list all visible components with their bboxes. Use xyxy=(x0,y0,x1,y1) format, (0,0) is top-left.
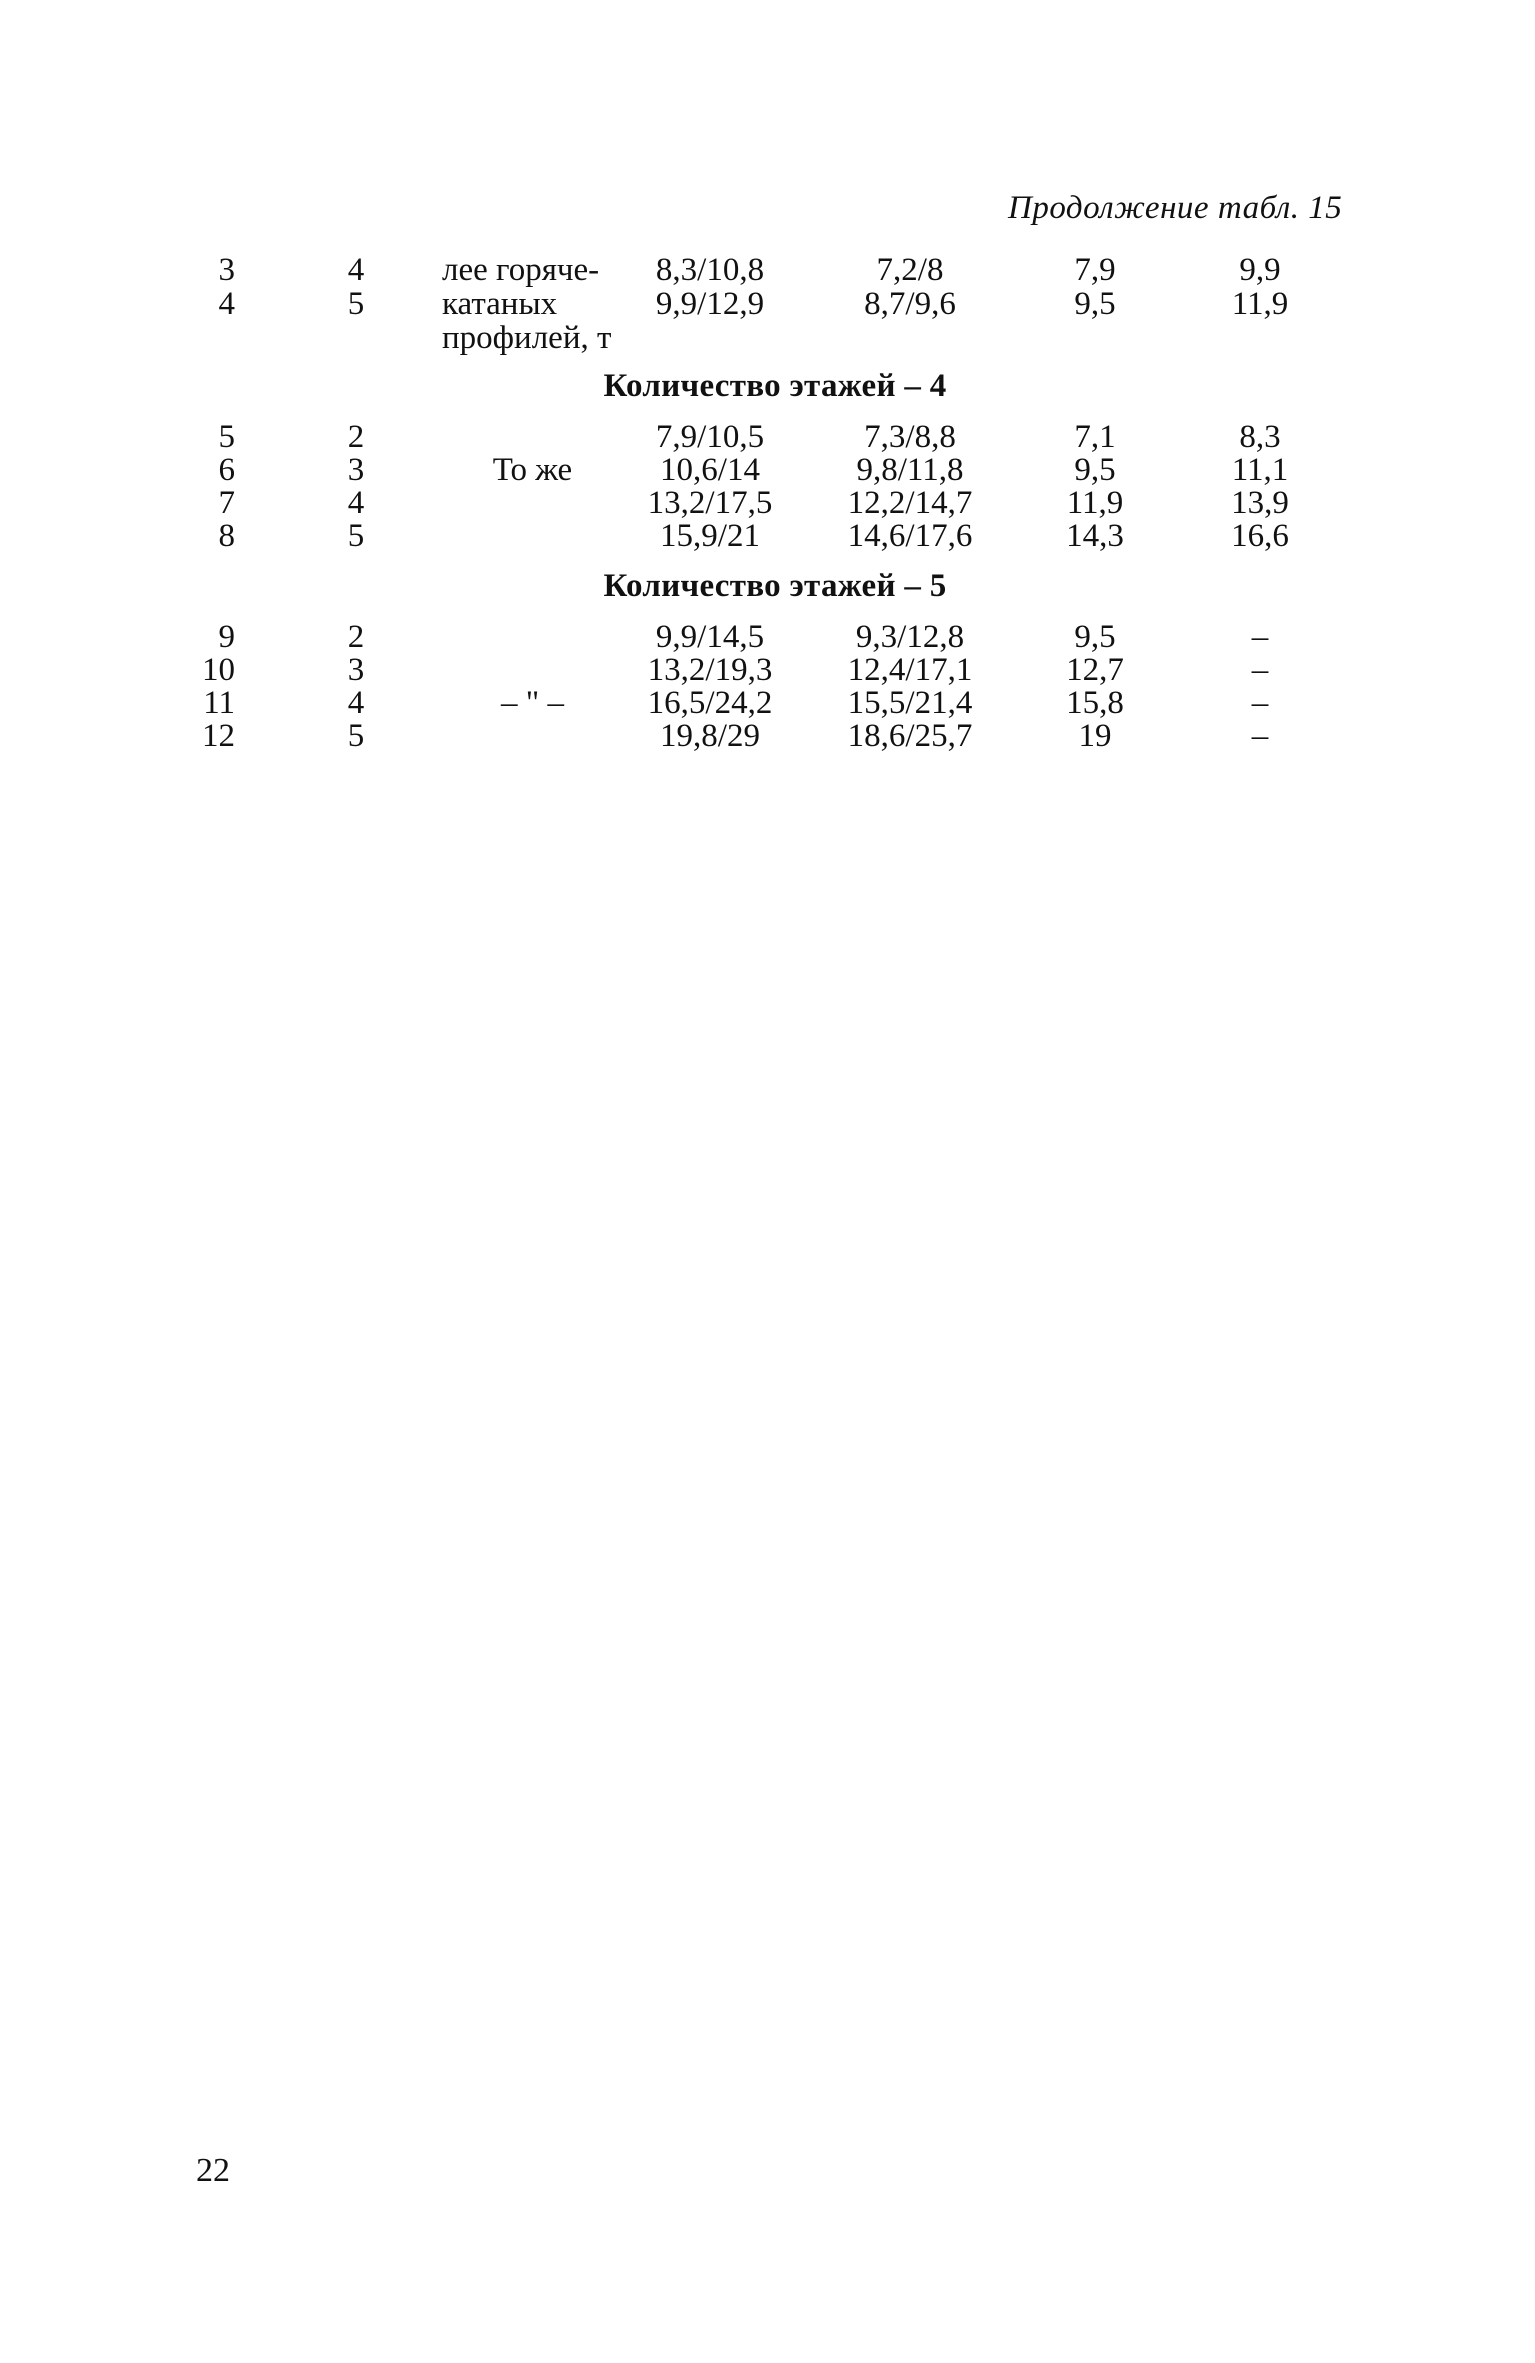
value-cell: 18,6/25,7 xyxy=(847,718,973,754)
span-count: 4 xyxy=(347,252,365,288)
value-cell: 9,9/12,9 xyxy=(655,286,765,322)
value-cell: 9,5 xyxy=(1074,619,1116,655)
value-cell: 15,9/21 xyxy=(660,518,760,554)
value-cell: 10,6/14 xyxy=(660,452,760,488)
value-cell: 9,8/11,8 xyxy=(856,452,964,488)
value-cell: 13,2/17,5 xyxy=(647,485,773,521)
value-cell: 19,8/29 xyxy=(660,718,760,754)
row-number: 4 xyxy=(218,286,235,322)
page-number: 22 xyxy=(196,2152,230,2189)
description-text: – " – xyxy=(501,685,564,721)
row-number: 11 xyxy=(203,685,235,721)
value-cell: 11,9 xyxy=(1066,485,1124,521)
value-cell: 8,7/9,6 xyxy=(864,286,956,322)
row-number: 12 xyxy=(202,718,235,754)
row-number: 8 xyxy=(218,518,235,554)
table-continuation-caption: Продолжение табл. 15 xyxy=(1008,190,1343,226)
value-cell: 13,2/19,3 xyxy=(647,652,773,688)
value-cell: 9,9/14,5 xyxy=(655,619,765,655)
value-cell: 15,8 xyxy=(1066,685,1124,721)
value-cell: – xyxy=(1251,718,1269,754)
value-cell: 9,5 xyxy=(1074,286,1116,322)
value-cell: 9,3/12,8 xyxy=(855,619,965,655)
value-cell: 14,6/17,6 xyxy=(847,518,973,554)
span-count: 5 xyxy=(347,518,365,554)
value-cell: 12,7 xyxy=(1066,652,1124,688)
description-text: То же xyxy=(492,452,573,488)
value-cell: 19 xyxy=(1078,718,1112,754)
span-count: 3 xyxy=(347,652,365,688)
value-cell: 8,3 xyxy=(1239,419,1281,455)
section-heading: Количество этажей – 4 xyxy=(603,368,947,404)
value-cell: 7,3/8,8 xyxy=(864,419,956,455)
value-cell: – xyxy=(1251,652,1269,688)
span-count: 5 xyxy=(347,718,365,754)
value-cell: 7,2/8 xyxy=(876,252,944,288)
value-cell: 12,4/17,1 xyxy=(847,652,973,688)
row-number: 10 xyxy=(202,652,235,688)
description-text: катаных xyxy=(442,286,558,322)
row-number: 9 xyxy=(218,619,235,655)
value-cell: 16,5/24,2 xyxy=(647,685,773,721)
span-count: 4 xyxy=(347,685,365,721)
value-cell: – xyxy=(1251,619,1269,655)
value-cell: 15,5/21,4 xyxy=(847,685,973,721)
span-count: 3 xyxy=(347,452,365,488)
row-number: 7 xyxy=(218,485,235,521)
value-cell: 9,9 xyxy=(1239,252,1281,288)
value-cell: – xyxy=(1251,685,1269,721)
span-count: 5 xyxy=(347,286,365,322)
value-cell: 9,5 xyxy=(1074,452,1116,488)
value-cell: 14,3 xyxy=(1066,518,1124,554)
span-count: 2 xyxy=(347,619,365,655)
span-count: 2 xyxy=(347,419,365,455)
row-number: 5 xyxy=(218,419,235,455)
value-cell: 7,9/10,5 xyxy=(655,419,765,455)
description-text: профилей, т xyxy=(442,320,612,356)
span-count: 4 xyxy=(347,485,365,521)
value-cell: 11,9 xyxy=(1231,286,1289,322)
value-cell: 7,1 xyxy=(1074,419,1116,455)
value-cell: 13,9 xyxy=(1231,485,1289,521)
row-number: 3 xyxy=(218,252,235,288)
value-cell: 12,2/14,7 xyxy=(847,485,973,521)
value-cell: 8,3/10,8 xyxy=(655,252,765,288)
description-text: лее горяче- xyxy=(442,252,600,288)
value-cell: 16,6 xyxy=(1231,518,1289,554)
row-number: 6 xyxy=(218,452,235,488)
value-cell: 7,9 xyxy=(1074,252,1116,288)
section-heading: Количество этажей – 5 xyxy=(603,568,947,604)
value-cell: 11,1 xyxy=(1231,452,1289,488)
